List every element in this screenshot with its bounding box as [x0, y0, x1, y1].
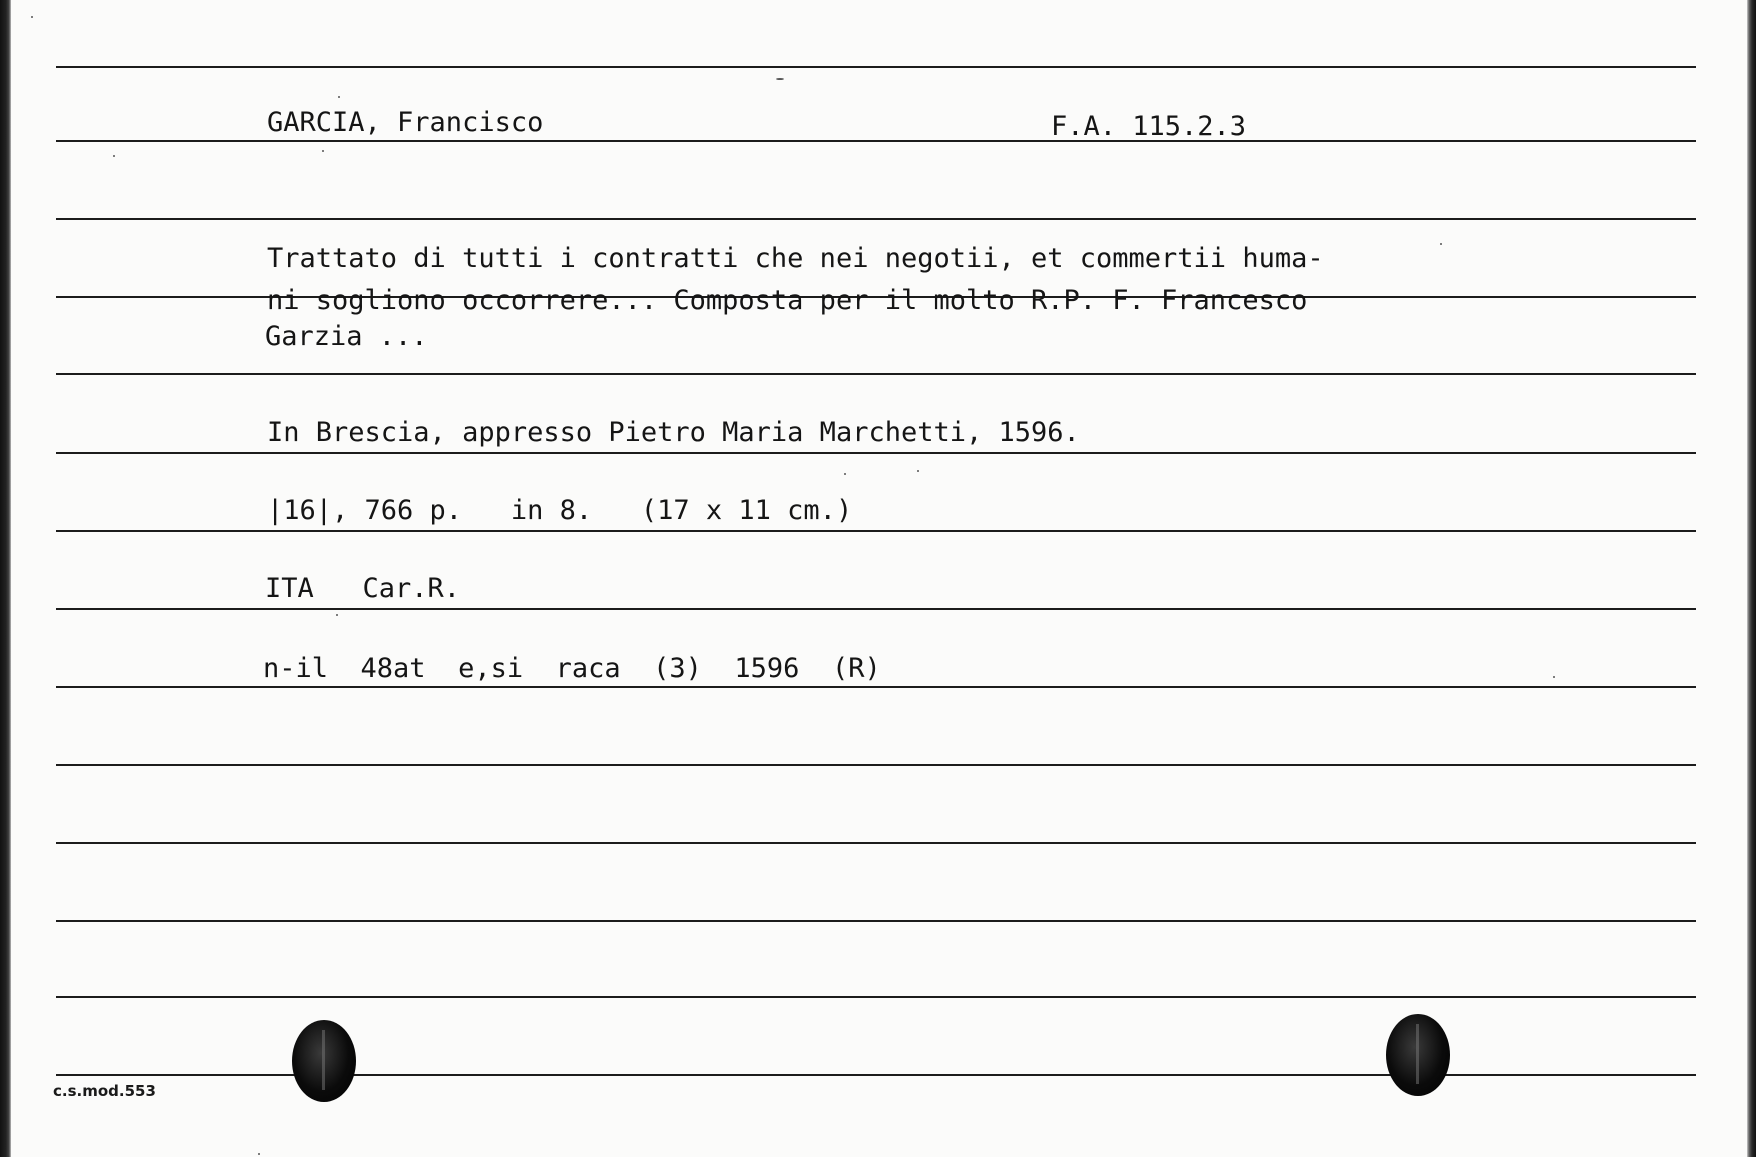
collation-line: |16|, 766 p. in 8. (17 x 11 cm.) [267, 495, 853, 526]
shelfmark: F.A. 115.2.3 [1051, 111, 1247, 142]
dust-speck [1440, 243, 1442, 245]
ruled-line [56, 608, 1696, 610]
ruled-line [56, 452, 1696, 454]
title-line-2: ni sogliono occorrere... Composta per il molto R.P. F. Francesco [267, 285, 1308, 316]
ruled-line [56, 842, 1696, 844]
dust-speck [322, 150, 324, 152]
ruled-line [56, 66, 1696, 68]
dust-speck [338, 96, 340, 98]
dust-speck [258, 1153, 260, 1155]
ruled-line [56, 996, 1696, 998]
dust-speck [113, 155, 115, 157]
card-left-edge [0, 0, 11, 1157]
ruled-line [56, 920, 1696, 922]
title-line-3: Garzia ... [265, 321, 428, 352]
dust-speck [1553, 676, 1555, 678]
ruled-line [56, 530, 1696, 532]
dust-speck [776, 78, 784, 80]
ruled-line [56, 218, 1696, 220]
card-right-edge [1747, 0, 1756, 1157]
title-line-1: Trattato di tutti i contratti che nei negotii, et commertii huma- [267, 243, 1324, 274]
dust-speck [844, 473, 846, 475]
dust-speck [917, 470, 919, 472]
ruled-line [56, 764, 1696, 766]
dust-speck [31, 16, 33, 18]
form-code-label: c.s.mod.553 [53, 1082, 156, 1100]
author-heading: GARCIA, Francisco [267, 107, 544, 138]
language-library-line: ITA Car.R. [265, 573, 461, 604]
punch-hole-left [292, 1020, 356, 1102]
dust-speck [336, 614, 338, 616]
fingerprint-line: n-il 48at e,si raca (3) 1596 (R) [263, 653, 881, 684]
imprint-line: In Brescia, appresso Pietro Maria Marchetti, 1596. [267, 417, 1080, 448]
punch-hole-right [1386, 1014, 1450, 1096]
ruled-line [56, 373, 1696, 375]
